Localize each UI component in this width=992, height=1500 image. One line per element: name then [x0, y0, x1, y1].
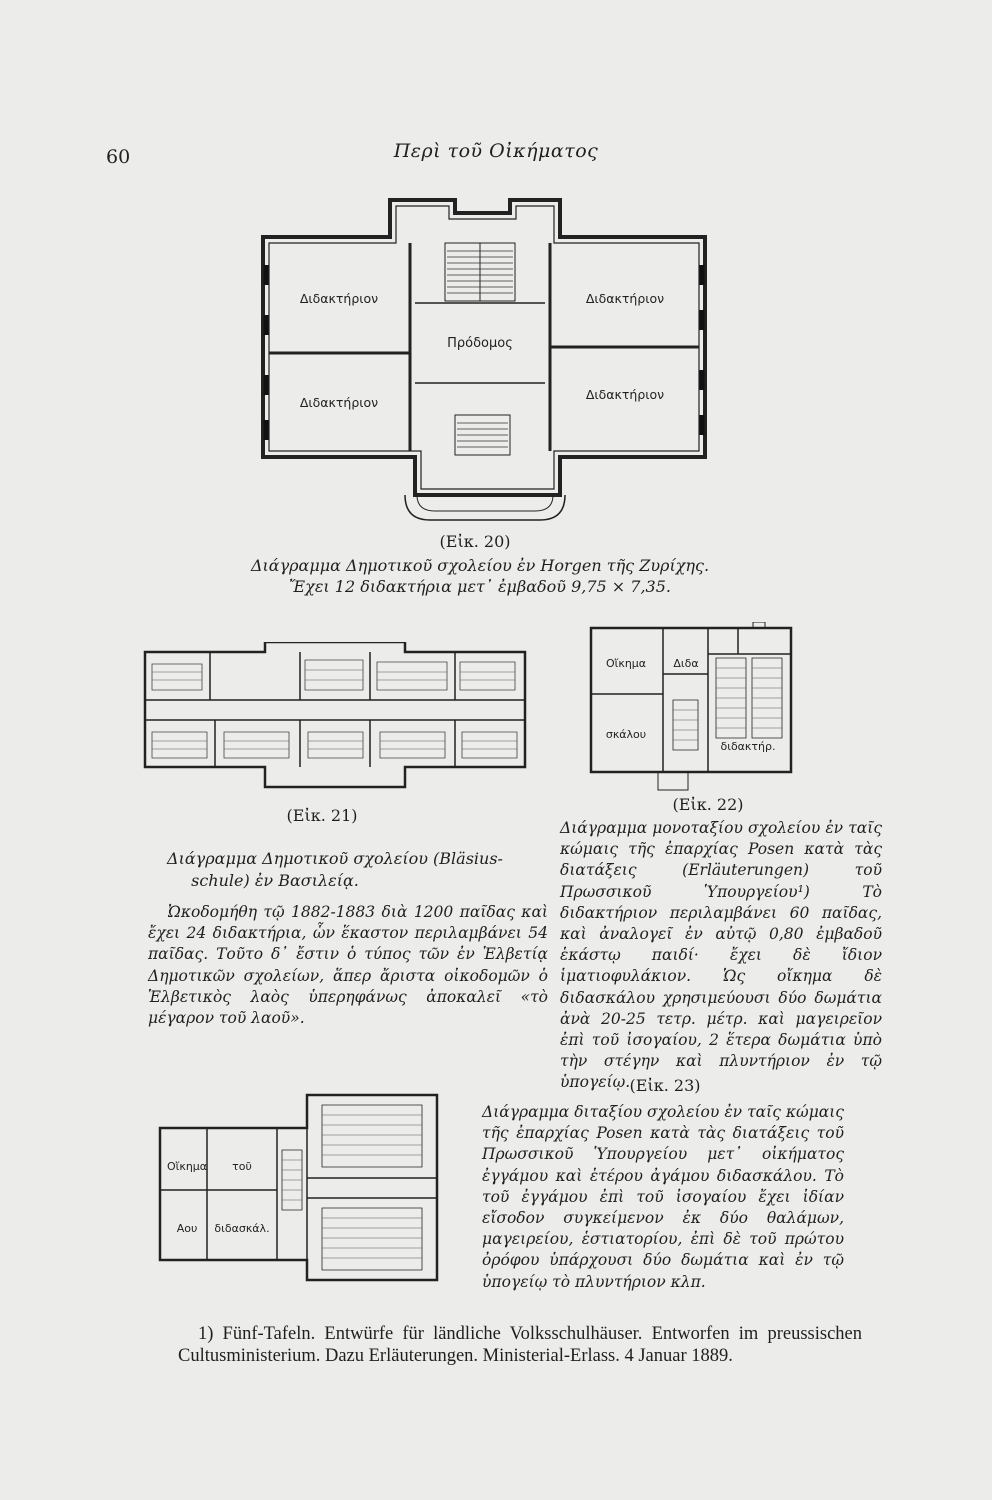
fig20-room-bottom-right-label: Διδακτήριον	[585, 387, 665, 402]
fig20-caption-line2: Ἔχει 12 διδακτήρια μετ᾽ ἐμβαδοῦ 9,75 × 7,35.	[288, 577, 671, 596]
fig23-room-oikima: Οἴκημα	[166, 1160, 208, 1173]
fig22-room-dida: Διδα	[673, 657, 699, 670]
fig21-paragraph: Ὠκοδομήθη τῷ 1882-1883 διὰ 1200 παῖδας καὶ ἔχει 24 διδακτήρια, ὧν ἕκαστον περιλαμβάνει 54 παῖδας. Τοῦτο δ᾽ ἔστιν ὁ τύπος τῶν ἐν Ἑλβετίᾳ Δημοτικῶν σχολείων, ἅπερ ἄριστα οἰκοδομῶν ὁ Ἑλβετικὸς λαὸς ὑπερηφάνως ἀποκαλεῖ «τὸ μέγαρον τοῦ λαοῦ».	[148, 903, 548, 1028]
running-title: Περὶ τοῦ Οἰκήματος	[393, 140, 599, 162]
footnote: 1) Fünf-Tafeln. Entwürfe für ländliche Volksschulhäuser. Entworfen im preussischen Cultusministerium. Dazu Erläuterungen. Ministerial-Erlass. 4 Januar 1889.	[178, 1324, 862, 1366]
fig21-floor-plan	[140, 642, 530, 792]
fig23-label: (Εἰκ. 23)	[629, 1076, 701, 1095]
fig20-room-bottom-left-label: Διδακτήριον	[299, 395, 379, 410]
fig22-room-skalou: σκάλου	[605, 728, 647, 741]
fig21-label: (Εἰκ. 21)	[286, 806, 358, 825]
fig20-label: (Εἰκ. 20)	[439, 532, 511, 551]
fig20-room-top-left-label: Διδακτήριον	[299, 291, 379, 306]
fig21-caption-line1: Διάγραμμα Δημοτικοῦ σχολείου (Bläsius-	[167, 849, 503, 868]
fig23-caption: Διάγραμμα διταξίου σχολείου ἐν ταῖς κώμαις τῆς ἐπαρχίας Posen κατὰ τὰς διατάξεις τοῦ Πρωσσικοῦ Ὑπουργείου μετ᾽ οἰκήματος ἐγγάμου καὶ ἑτέρου ἀγάμου διδασκάλου. Τὸ τοῦ ἐγγάμου ἐπὶ τοῦ ἰσογαίου ἔχει ἰδίαν εἴσοδον συγκείμενον ἐκ δύο θαλάμων, μαγειρείου, ἑστιατορίου, ἐπὶ δὲ τοῦ πρώτου ὀρόφου ὑπάρχουσι δύο δωμάτια καὶ ἐν τῷ ὑπογείῳ τὸ πλυντήριον κλπ.	[482, 1103, 844, 1291]
fig22-room-oikima: Οἴκημα	[605, 657, 647, 670]
page-number: 60	[106, 146, 131, 168]
fig22-label: (Εἰκ. 22)	[672, 795, 744, 814]
fig20-hall-label: Πρόδομος	[447, 336, 513, 351]
fig22-room-didaktir: διδακτήρ.	[720, 740, 776, 753]
fig23-room-a: Αου	[176, 1222, 198, 1235]
fig22-floor-plan	[588, 622, 798, 792]
fig20-floor-plan	[255, 195, 715, 530]
fig21-caption-line2: schule) ἐν Βασιλείᾳ.	[191, 871, 359, 890]
fig20-caption-line1: Διάγραμμα Δημοτικοῦ σχολείου ἐν Horgen τῆς Ζυρίχης.	[250, 556, 710, 575]
fig22-caption: Διάγραμμα μονοταξίου σχολείου ἐν ταῖς κώμαις τῆς ἐπαρχίας Posen κατὰ τὰς διατάξεις (Erläuterungen) τοῦ Πρωσσικοῦ Ὑπουργείου¹) Τὸ διδακτήριον περιλαμβάνει 60 παῖδας, καὶ ἀναλογεῖ ἐν αὐτῷ 0,80 ἐμβαδοῦ ἑκάστῳ παιδί· ἔχει δὲ ἴδιον ἱματιοφυλάκιον. Ὡς οἴκημα δὲ διδασκάλου χρησιμεύουσι δύο δωμάτια ἀνὰ 20-25 τετρ. μέτρ. καὶ μαγειρεῖον ἐπὶ τοῦ ἰσογαίου, 2 ἕτερα δωμάτια ὑπὸ τὴν στέγην καὶ πλυντήριον ἐν τῷ ὑπογείῳ.	[560, 819, 882, 1092]
fig23-room-tou: τοῦ	[232, 1160, 252, 1173]
fig23-floor-plan	[152, 1090, 452, 1290]
fig20-room-top-right-label: Διδακτήριον	[585, 291, 665, 306]
fig23-room-didask: διδασκάλ.	[214, 1222, 270, 1235]
